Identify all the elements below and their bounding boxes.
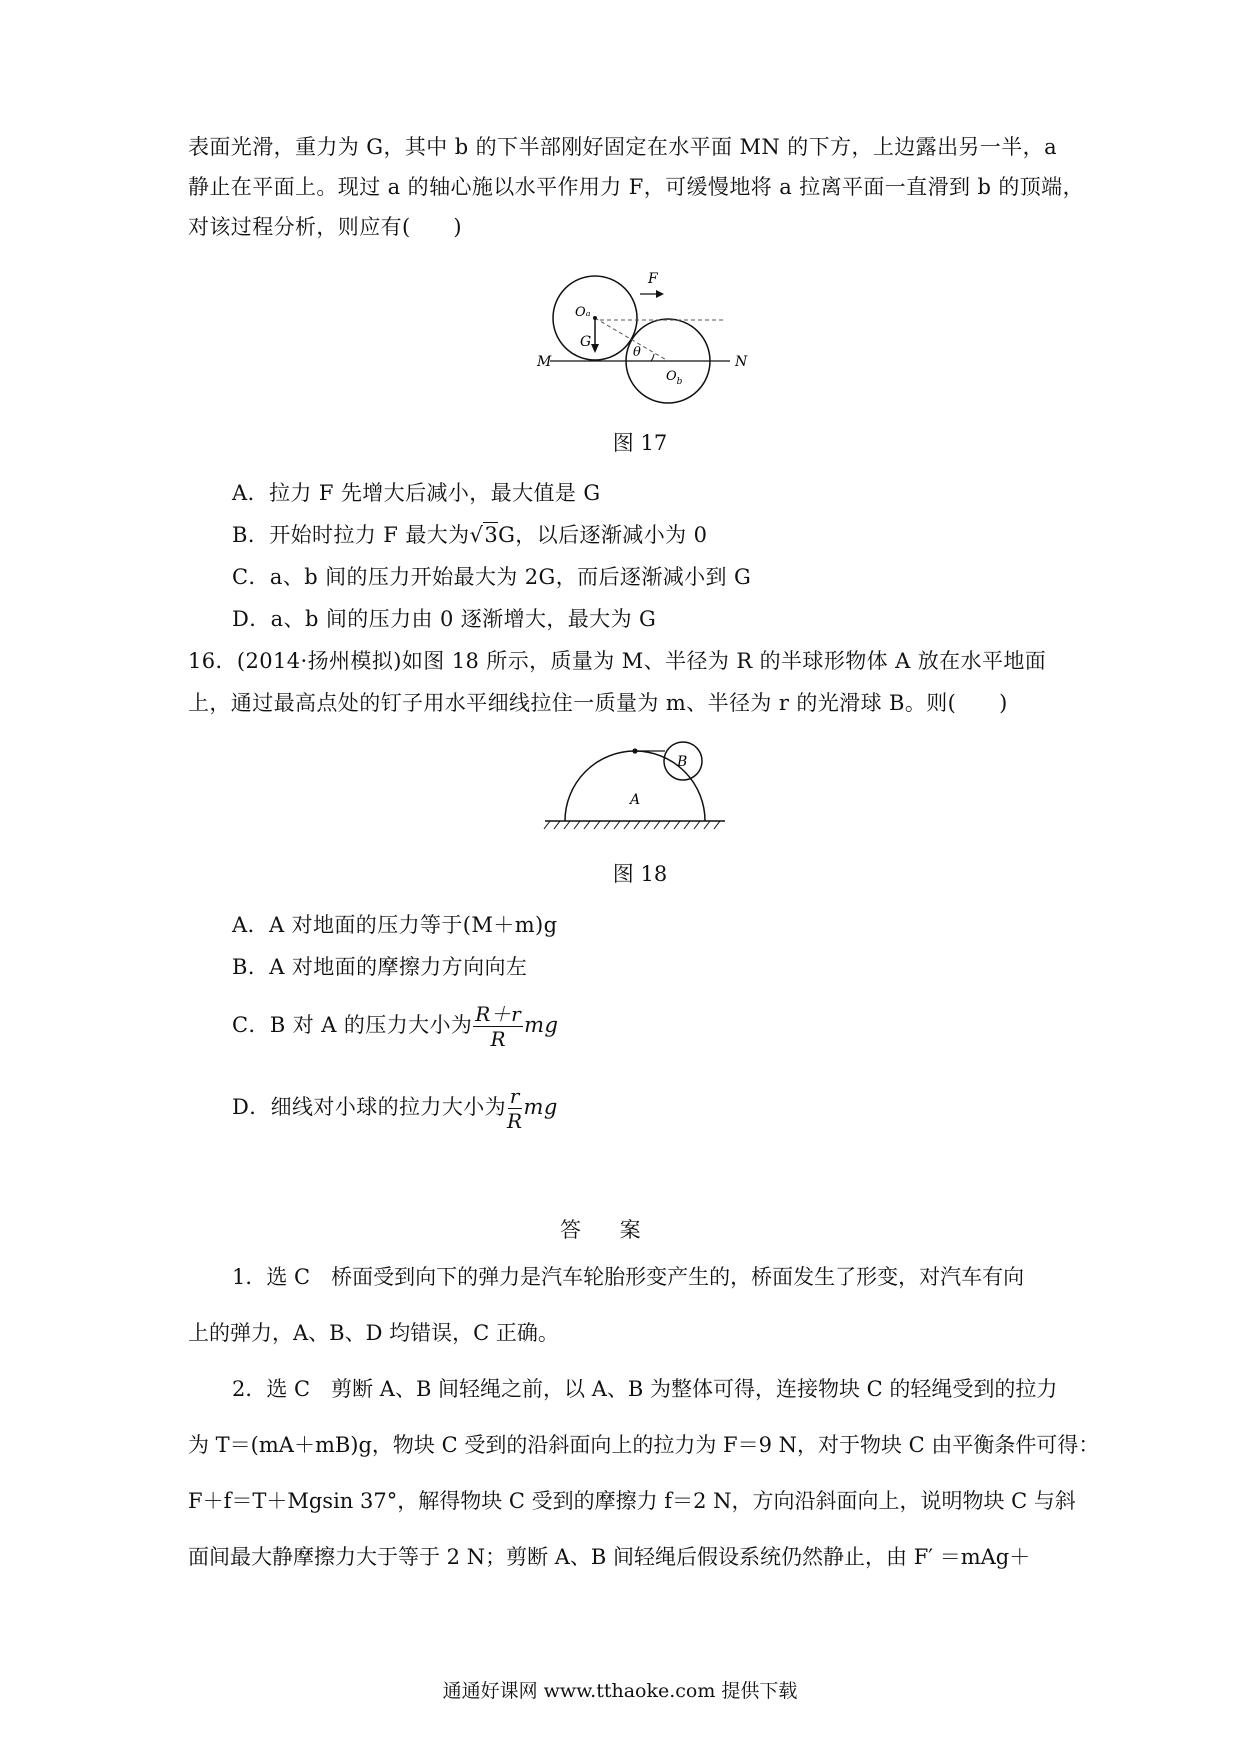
problem16-line-2: 上，通过最高点处的钉子用水平细线拉住一质量为 m、半径为 r 的光滑球 B。则( )	[188, 691, 1008, 715]
label-m: M	[537, 354, 552, 370]
problem15-line-2: 静止在平面上。现过 a 的轴心施以水平作用力 F，可缓慢地将 a 拉离平面一直滑到 b 的顶端，	[188, 175, 1084, 199]
option-15-d: D．a、b 间的压力由 0 逐渐增大，最大为 G	[232, 607, 657, 631]
figure-17-diagram	[520, 268, 760, 418]
option-16-c-post: mg	[524, 1013, 559, 1037]
figure-18-caption: 图 18	[612, 862, 668, 886]
label-ob: $O_b$	[666, 369, 683, 387]
answer-2-line-4: 面间最大静摩擦力大于等于 2 N；剪断 A、B 间轻绳后假设系统仍然静止，由 F′ ＝mAg＋	[188, 1545, 1031, 1569]
label-b: B	[677, 754, 688, 770]
theta-arc	[651, 354, 654, 361]
option-16-d-post: mg	[523, 1095, 558, 1119]
label-g: G	[580, 334, 592, 350]
answer-1-line-1: 1．选 C 桥面受到向下的弹力是汽车轮胎形变产生的，桥面发生了形变，对汽车有向	[232, 1265, 1025, 1289]
answers-title: 答 案	[560, 1218, 657, 1242]
label-theta: θ	[633, 345, 641, 360]
figure-18-diagram	[540, 726, 730, 836]
option-15-b	[232, 520, 1102, 550]
option-16-d	[232, 1082, 1102, 1132]
option-16-d-pre: D．细线对小球的拉力大小为	[232, 1095, 507, 1119]
fraction-d	[507, 1086, 522, 1131]
answer-2-line-3: F＋f＝T＋Mgsin 37°，解得物块 C 受到的摩擦力 f＝2 N，方向沿斜面向上，说明物块 C 与斜	[188, 1489, 1076, 1513]
option-16-c-pre: C．B 对 A 的压力大小为	[232, 1013, 473, 1037]
ground-hatching	[544, 821, 720, 829]
fraction-c-num: R＋r	[475, 1002, 522, 1026]
sqrt-icon: √	[469, 523, 484, 547]
option-16-a: A．A 对地面的压力等于(M＋m)g	[232, 913, 558, 937]
label-f: F	[648, 271, 658, 287]
problem15-line-3: 对该过程分析，则应有( )	[188, 215, 462, 239]
problem15-line-1: 表面光滑，重力为 G，其中 b 的下半部刚好固定在水平面 MN 的下方，上边露出另一半，a	[188, 135, 1057, 159]
dashed-oa-ob	[595, 318, 668, 361]
option-15-b-sqrt: 3	[484, 523, 499, 547]
figure-17-caption: 图 17	[612, 431, 668, 455]
label-n: N	[735, 354, 748, 370]
footer-text: 通通好课网 www.tthaoke.com 提供下载	[442, 1680, 798, 1702]
fraction-d-den: R	[507, 1109, 523, 1133]
option-16-c	[232, 1000, 1102, 1050]
option-15-b-post: G，以后逐渐减小为 0	[498, 523, 708, 547]
label-a: A	[630, 792, 641, 808]
label-oa: Oₐ	[575, 305, 591, 320]
answer-2-line-2: 为 T＝(mA＋mB)g，物块 C 受到的沿斜面向上的拉力为 F＝9 N，对于物块 C 由平衡条件可得：	[188, 1433, 1100, 1457]
option-15-c: C．a、b 间的压力开始最大为 2G，而后逐渐减小到 G	[232, 565, 752, 589]
option-15-a: A．拉力 F 先增大后减小，最大值是 G	[232, 481, 601, 505]
fraction-d-num: r	[509, 1084, 520, 1108]
option-16-b: B．A 对地面的摩擦力方向向左	[232, 955, 528, 979]
answer-2-line-1: 2．选 C 剪断 A、B 间轻绳之前，以 A、B 为整体可得，连接物块 C 的轻绳受到的拉力	[232, 1377, 1058, 1401]
fraction-c	[473, 1004, 523, 1049]
option-15-b-pre: B．开始时拉力 F 最大为	[232, 523, 470, 547]
fraction-c-den: R	[490, 1027, 506, 1051]
answer-1-line-2: 上的弹力，A、B、D 均错误，C 正确。	[188, 1321, 559, 1345]
problem16-line-1: 16．(2014·扬州模拟)如图 18 所示，质量为 M、半径为 R 的半球形物体 A 放在水平地面	[188, 649, 1047, 673]
